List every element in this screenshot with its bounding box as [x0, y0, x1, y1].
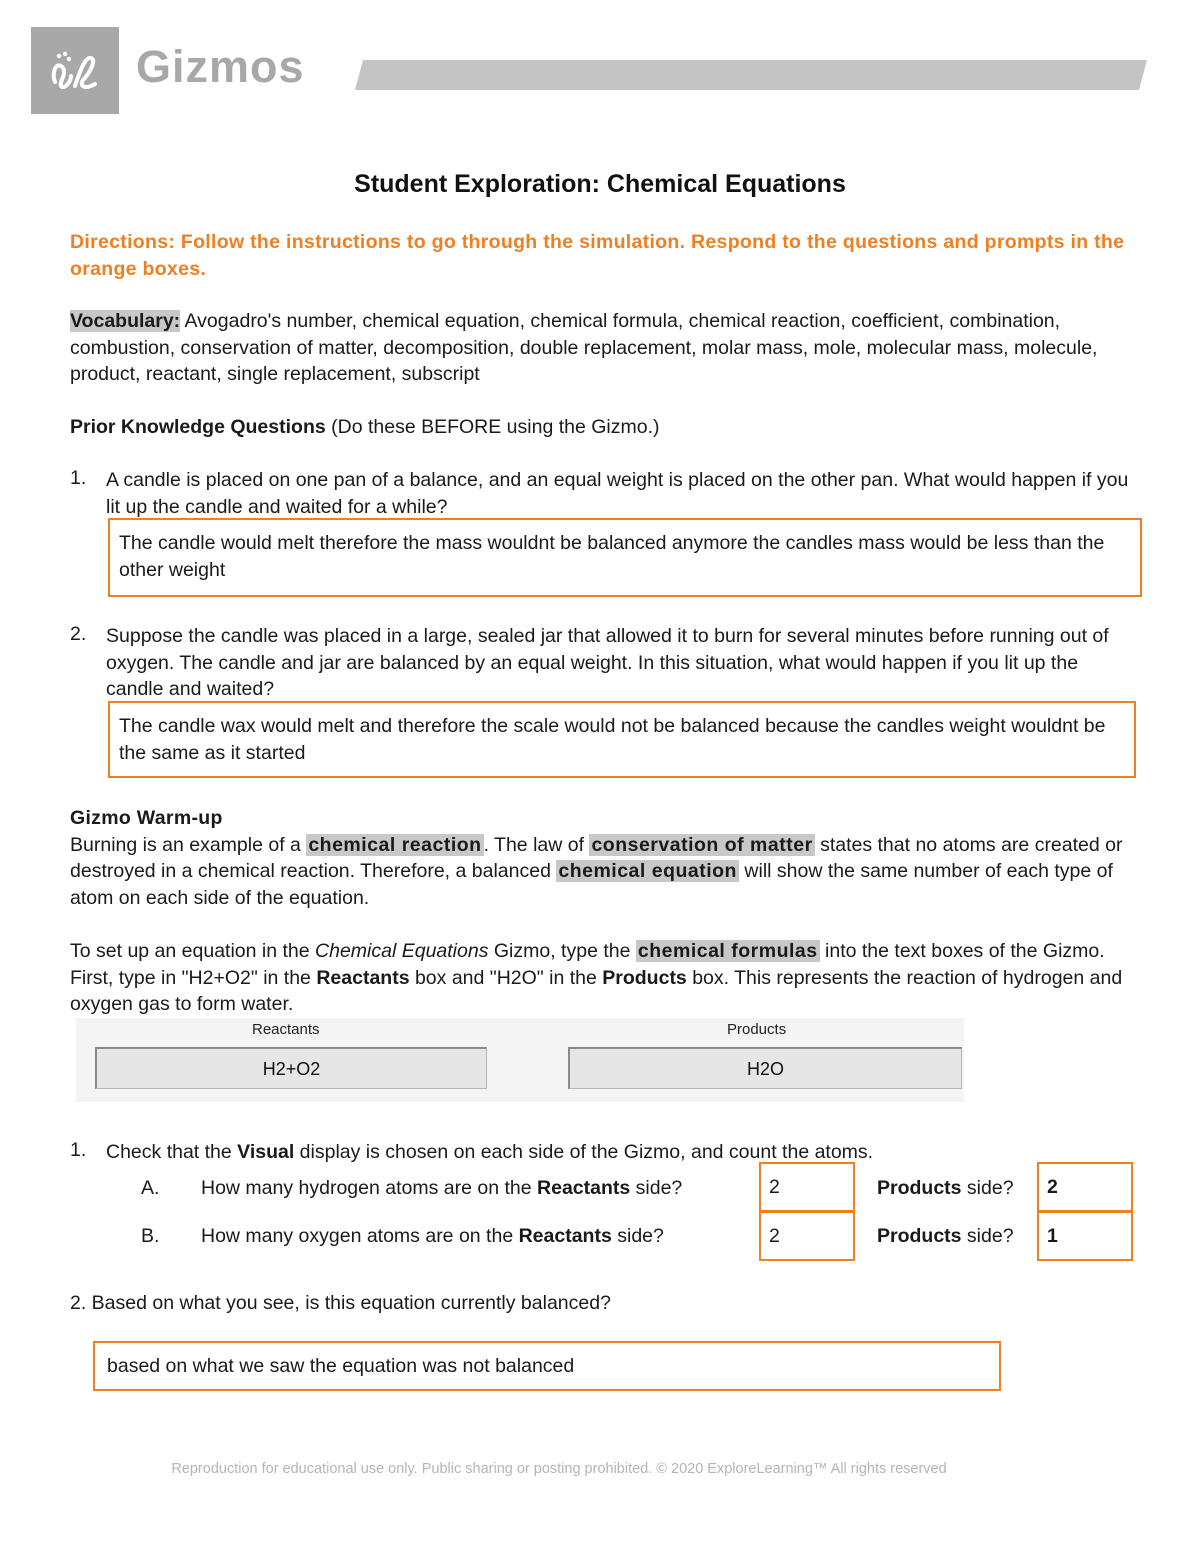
products-label: Products — [727, 1021, 787, 1038]
sub-question-text — [201, 1225, 664, 1248]
question-text: Suppose the candle was placed in a large, sealed jar that allowed it to burn for several minutes before running out of oxygen. The candle and jar are balanced by an equal weight. In this situation, what would happen if you lit up the candle and waited? — [106, 625, 1109, 700]
question-2-text: 2. Based on what you see, is this equation currently balanced? — [70, 1292, 611, 1314]
answer-text: 2 — [1047, 1176, 1058, 1198]
explorelearning-logo — [31, 27, 119, 114]
sub-letter: A. — [141, 1177, 160, 1199]
warmup-text: To set up an equation in the — [70, 940, 316, 962]
warmup-paragraph-2 — [70, 938, 1135, 1018]
brand-name: Gizmos — [136, 41, 305, 92]
answer-box-balanced[interactable] — [93, 1341, 1001, 1391]
vocabulary-text: Avogadro's number, chemical equation, chemical formula, chemical reaction, coefficient, combination, combustion, conservation of matter, decomposition, double replacement, molar mass, mole, molecular mass, molecule, product, reactant, single replacement, subscript — [70, 310, 1098, 385]
question-number: 2. — [70, 623, 87, 645]
term-conservation-of-matter: conservation of matter — [591, 833, 813, 856]
answer-box-prior-1[interactable] — [108, 518, 1142, 597]
answer-box-oxygen-reactants[interactable] — [759, 1211, 855, 1261]
warmup-heading: Gizmo Warm-up — [70, 807, 223, 829]
products-prompt — [877, 1225, 1014, 1248]
q1-text: Check that the — [106, 1141, 238, 1163]
vocabulary-label: Vocabulary: — [70, 310, 181, 332]
prior-knowledge-heading — [70, 414, 1135, 441]
answer-text: 2 — [769, 1176, 780, 1198]
answer-text: 1 — [1047, 1225, 1058, 1247]
answer-text: 2 — [769, 1225, 780, 1247]
q1-text: display is chosen on each side of the Gizmo, and count the atoms. — [294, 1141, 874, 1163]
term-chemical-formulas: chemical formulas — [637, 940, 818, 962]
products-term: Products — [877, 1177, 962, 1199]
reactants-term: Reactants — [316, 966, 410, 989]
warmup-section — [70, 805, 1135, 911]
products-input[interactable]: H2O — [568, 1047, 962, 1089]
term-chemical-equation: chemical equation — [558, 860, 737, 882]
logo-icon — [45, 46, 105, 96]
warmup-text: will show the same number of each type of atom on each side of the equation. — [70, 860, 1113, 909]
sub-text: side? — [630, 1177, 683, 1199]
warmup-text: Burning is an example of a — [70, 833, 307, 856]
answer-box-hydrogen-products[interactable] — [1037, 1162, 1133, 1212]
reactants-input[interactable]: H2+O2 — [95, 1047, 487, 1089]
answer-box-hydrogen-reactants[interactable] — [759, 1162, 855, 1212]
answer-text: The candle wax would melt and therefore the scale would not be balanced because the candles weight wouldnt be the same as it started — [119, 715, 1106, 764]
question-text: A candle is placed on one pan of a balance, and an equal weight is placed on the other pan. What would happen if you lit up the candle and waited for a while? — [106, 469, 1129, 518]
question-number: 1. — [70, 467, 87, 489]
warmup-text: into the text boxes of the Gizmo. First, type in "H2+O2" in the — [70, 940, 1105, 989]
prior-note: (Do these BEFORE using the Gizmo.) — [325, 416, 660, 438]
warmup-text: box. This represents the reaction of hydrogen and oxygen gas to form water. — [70, 966, 1123, 1015]
sub-letter: B. — [141, 1225, 160, 1247]
reactants-term: Reactants — [518, 1225, 612, 1247]
reactants-label: Reactants — [252, 1021, 320, 1038]
warmup-text: . The law of — [483, 833, 590, 856]
question-number: 1. — [70, 1139, 87, 1161]
answer-text: based on what we saw the equation was not balanced — [107, 1355, 575, 1377]
header-bar — [355, 60, 1147, 90]
products-prompt — [877, 1177, 1014, 1200]
warmup-text: box and "H2O" in the — [409, 966, 603, 989]
visual-term: Visual — [237, 1141, 295, 1163]
sub-text: side? — [961, 1177, 1014, 1199]
sub-question-text — [201, 1177, 682, 1200]
footer-copyright: Reproduction for educational use only. Public sharing or posting prohibited. © 2020 ExploreLearning™ All rights reserved — [171, 1461, 947, 1477]
answer-box-oxygen-products[interactable] — [1037, 1211, 1133, 1261]
sub-text: How many hydrogen atoms are on the — [201, 1177, 538, 1199]
warmup-text: states that no atoms are created or destroyed in a chemical reaction. Therefore, a balanced — [70, 833, 1123, 882]
sub-text: side? — [611, 1225, 664, 1247]
gizmo-equation-panel — [76, 1018, 964, 1102]
sub-text: side? — [961, 1225, 1014, 1247]
reactants-term: Reactants — [537, 1177, 631, 1199]
prior-heading: Prior Knowledge Questions — [70, 416, 326, 438]
warmup-text: Gizmo, type the — [488, 940, 636, 962]
answer-text: The candle would melt therefore the mass wouldnt be balanced anymore the candles mass would be less than the other weight — [119, 532, 1105, 581]
term-chemical-reaction: chemical reaction — [308, 833, 482, 856]
answer-box-prior-2[interactable] — [108, 701, 1136, 778]
question-text — [106, 1139, 1136, 1166]
products-term: Products — [602, 966, 687, 989]
directions: Directions: Follow the instructions to go through the simulation. Respond to the questions and prompts in the orange boxes. — [70, 231, 1125, 280]
sub-text: How many oxygen atoms are on the — [201, 1225, 519, 1247]
products-term: Products — [877, 1225, 962, 1247]
gizmo-name: Chemical Equations — [315, 940, 489, 962]
page-title: Student Exploration: Chemical Equations — [354, 170, 846, 198]
vocabulary — [70, 308, 1135, 388]
